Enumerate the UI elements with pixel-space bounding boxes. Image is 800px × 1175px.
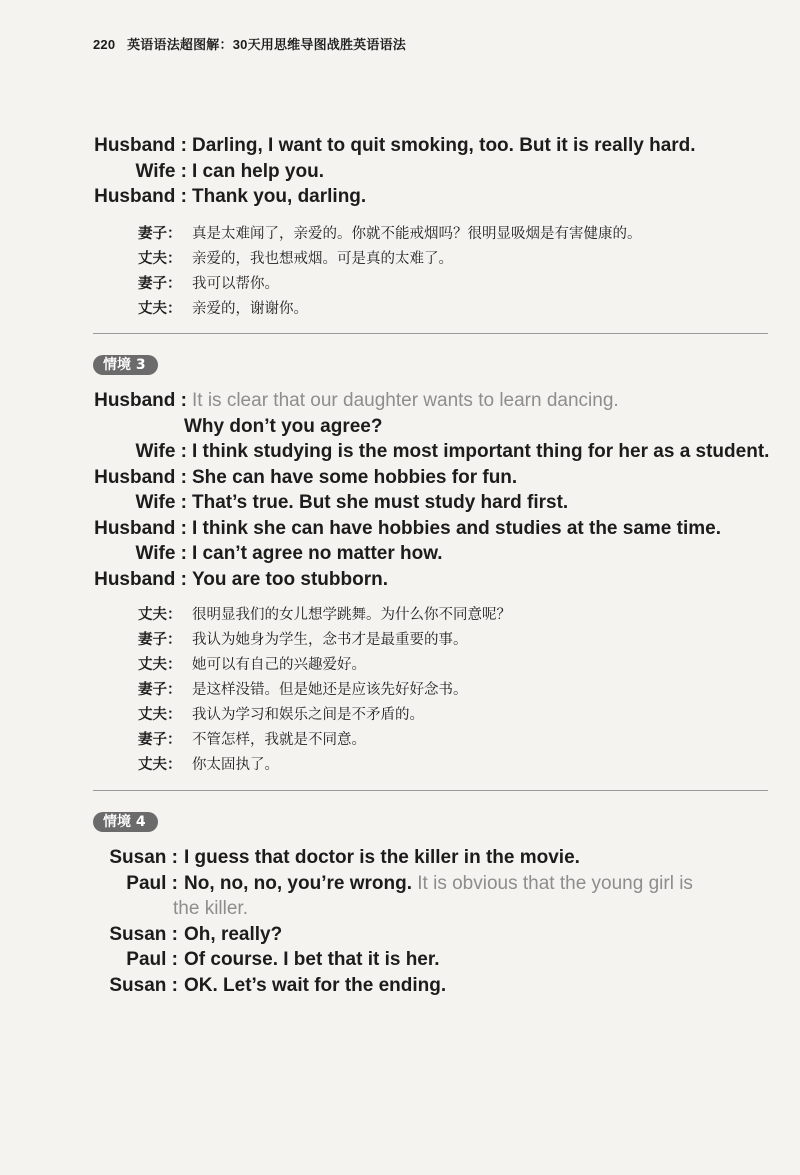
line-text: I think she can have hobbies and studies at the same time.	[192, 517, 721, 539]
speaker: Wife :	[135, 492, 187, 513]
line-text: Darling, I want to quit smoking, too. But it is really hard.	[192, 135, 696, 156]
scene-3-badge: 情境 3	[93, 355, 158, 375]
dialogue-block-1	[0, 133, 800, 210]
dialogue-line	[0, 184, 800, 210]
speaker: Paul :	[126, 949, 178, 970]
page-header	[93, 34, 406, 53]
speaker: Husband :	[94, 466, 187, 488]
speaker: Susan :	[109, 923, 178, 945]
dialogue-line	[0, 973, 800, 999]
dialogue-line	[0, 896, 800, 922]
line-text: 不管怎样，我就是不同意。	[192, 732, 366, 748]
highlighted-text: It is obvious that the young girl is	[417, 872, 693, 894]
translation-line	[0, 703, 800, 728]
speaker: Husband :	[94, 568, 187, 590]
speaker: Paul :	[126, 872, 178, 894]
page-number: 220	[93, 37, 116, 52]
dialogue-line	[0, 414, 800, 440]
speaker: 妻子：	[138, 632, 182, 648]
translation-line	[0, 628, 800, 653]
dialogue-line	[0, 439, 800, 465]
dialogue-line	[0, 516, 800, 542]
speaker: 妻子：	[138, 682, 182, 698]
book-title: 英语语法超图解：30天用思维导图战胜英语语法	[127, 37, 406, 52]
speaker: Husband :	[94, 517, 187, 539]
dialogue-line	[0, 133, 800, 159]
speaker: 丈夫：	[138, 251, 182, 267]
translation-line	[0, 247, 800, 272]
speaker: Husband :	[94, 390, 187, 411]
line-text: 你太固执了。	[192, 757, 279, 773]
translation-line	[0, 272, 800, 297]
highlighted-text: It is clear that our daughter wants to learn dancing.	[192, 390, 619, 411]
dialogue-line	[0, 465, 800, 491]
section-divider	[93, 790, 768, 791]
line-text: 她可以有自己的兴趣爱好。	[192, 657, 366, 673]
speaker: 丈夫：	[138, 707, 182, 723]
line-text: I think studying is the most important thing for her as a student.	[192, 441, 770, 462]
translation-block-scene-3	[0, 603, 800, 778]
dialogue-line	[0, 922, 800, 948]
dialogue-line	[0, 388, 800, 414]
speaker: 妻子：	[138, 276, 182, 292]
line-text: Oh, really?	[184, 923, 283, 945]
speaker: Wife :	[135, 543, 187, 564]
line-text: 真是太难闻了，亲爱的。你就不能戒烟吗？很明显吸烟是有害健康的。	[192, 226, 642, 242]
line-text: I can help you.	[192, 160, 324, 182]
speaker: 丈夫：	[138, 301, 182, 317]
speaker: Husband :	[94, 186, 187, 207]
section-divider	[93, 333, 768, 334]
translation-line	[0, 297, 800, 322]
line-text: 很明显我们的女儿想学跳舞。为什么你不同意呢？	[192, 607, 511, 623]
translation-line	[0, 678, 800, 703]
line-text: Of course. I bet that it is her.	[184, 949, 440, 970]
translation-block-1	[0, 222, 800, 322]
speaker: Wife :	[135, 441, 187, 462]
highlighted-text: the killer.	[173, 898, 248, 919]
line-text: That’s true. But she must study hard first.	[192, 492, 569, 513]
dialogue-line	[0, 541, 800, 567]
speaker: Susan :	[109, 847, 178, 868]
dialogue-line	[0, 947, 800, 973]
line-text: I guess that doctor is the killer in the movie.	[184, 847, 580, 868]
dialogue-line	[0, 845, 800, 871]
translation-line	[0, 728, 800, 753]
scene-4-badge: 情境 4	[93, 812, 158, 832]
line-text: She can have some hobbies for fun.	[192, 466, 518, 488]
line-text: No, no, no, you’re wrong.	[184, 872, 412, 894]
speaker: Wife :	[135, 160, 187, 182]
speaker: 丈夫：	[138, 607, 182, 623]
translation-line	[0, 603, 800, 628]
dialogue-block-scene-3	[0, 388, 800, 592]
line-text: 我认为学习和娱乐之间是不矛盾的。	[192, 707, 424, 723]
dialogue-line	[0, 159, 800, 185]
line-text: 亲爱的，我也想戒烟。可是真的太难了。	[192, 251, 453, 267]
speaker: 妻子：	[138, 226, 182, 242]
translation-line	[0, 222, 800, 247]
speaker: 丈夫：	[138, 657, 182, 673]
speaker: 丈夫：	[138, 757, 182, 773]
line-text: Why don’t you agree?	[184, 415, 383, 437]
speaker: Susan :	[109, 974, 178, 996]
speaker: 妻子：	[138, 732, 182, 748]
translation-line	[0, 753, 800, 778]
dialogue-line	[0, 567, 800, 593]
line-text: 我认为她身为学生，念书才是最重要的事。	[192, 632, 468, 648]
dialogue-line	[0, 871, 800, 897]
dialogue-block-scene-4	[0, 845, 800, 998]
line-text: 是这样没错。但是她还是应该先好好念书。	[192, 682, 468, 698]
line-text: You are too stubborn.	[192, 568, 388, 590]
line-text: OK. Let’s wait for the ending.	[184, 974, 447, 996]
speaker: Husband :	[94, 135, 187, 156]
dialogue-line	[0, 490, 800, 516]
line-text: Thank you, darling.	[192, 186, 367, 207]
translation-line	[0, 653, 800, 678]
line-text: 亲爱的，谢谢你。	[192, 301, 308, 317]
line-text: I can’t agree no matter how.	[192, 543, 443, 564]
line-text: 我可以帮你。	[192, 276, 279, 292]
